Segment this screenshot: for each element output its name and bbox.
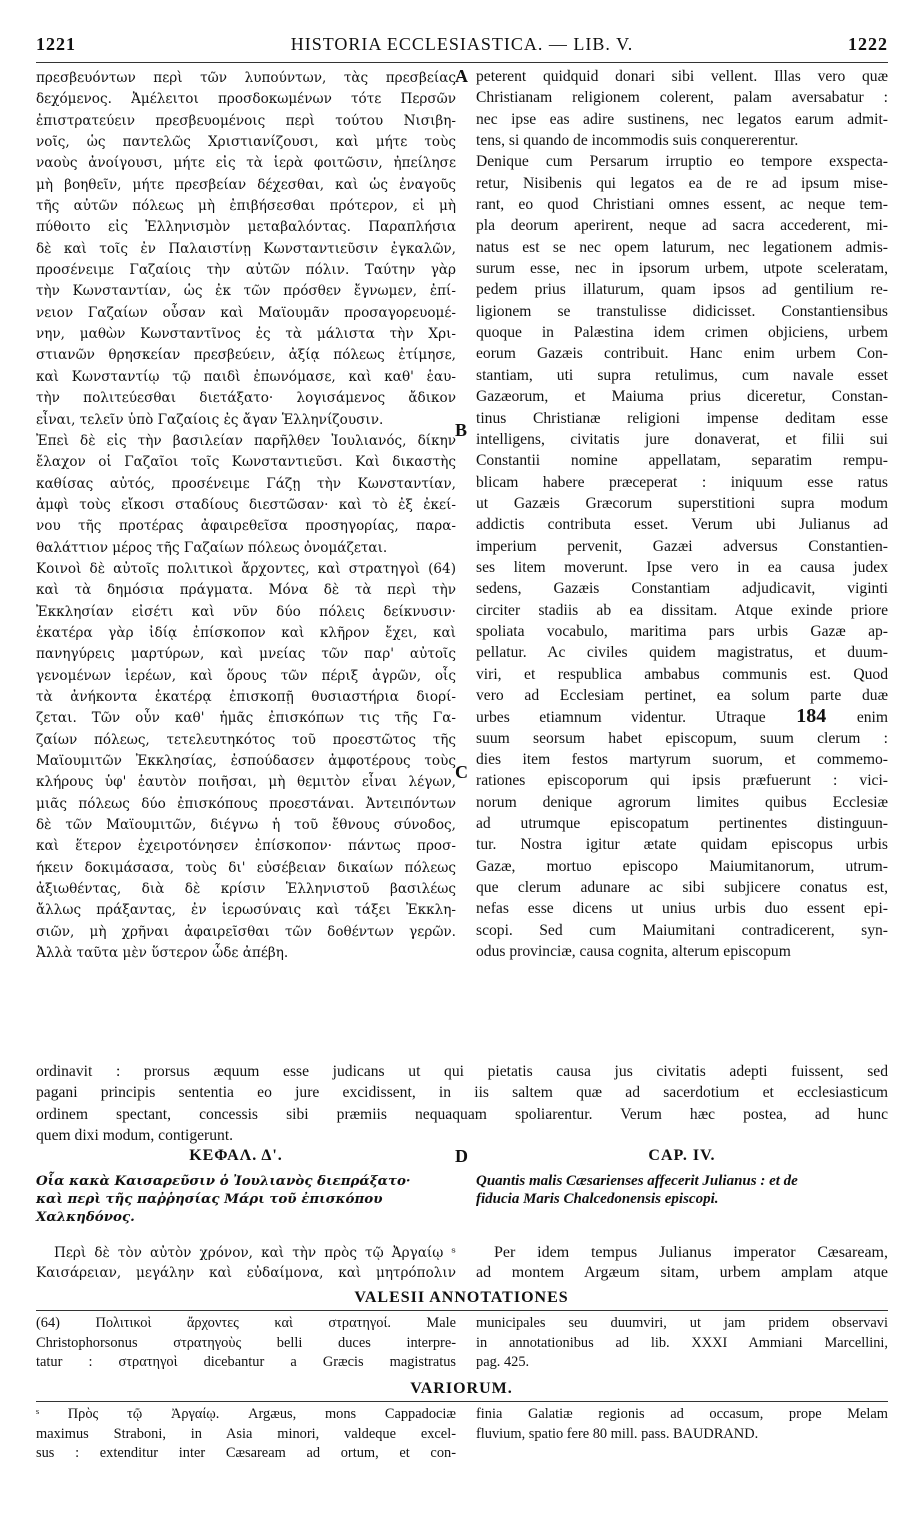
chapter-title-line: Χαλκηδόνος.: [36, 1209, 135, 1225]
note-line: (64) Πολιτικοὶ ἄρχοντες καὶ στρατηγοί. Male: [36, 1315, 456, 1331]
latin-text-line: viri, et respublica ambabus communis est. Quod: [476, 665, 888, 683]
greek-text-line: τὴν πολιτεύεσθαι διετάξατο· λογισάμενος ἄδικον: [36, 390, 456, 407]
greek-text-line: τὰ ἀνήκοντα ἑκατέρᾳ ἐπισκοπῇ θυσιαστήρια διορί-: [36, 688, 456, 705]
latin-text-line: norum denique agrorum limites quibus Ecclesiæ: [476, 793, 888, 811]
full-width-line: ordinem spectant, concessis sibi præmiis nequaquam spoliarentur. Verum hæc postea, ad hunc: [36, 1105, 888, 1123]
greek-text-line: τῆς αὐτῶν πόλεως μὴ ἐπιβήσεσθαι πρότερον, εἰ μὴ: [36, 198, 456, 215]
valesii-rule: [36, 1310, 888, 1311]
latin-text-line: rationes episcoporum qui ipsis præfuerunt : vici-: [476, 772, 888, 790]
latin-text-line: surum esse, nec in ipsorum urbem, utpote sceleratam,: [476, 260, 888, 278]
latin-text-line: nec ipse eas adire sustinens, nec legatos earum admit-: [476, 110, 888, 128]
latin-text-line: Gazæorum, et Maiuma prius diceretur, Constan-: [476, 388, 888, 406]
latin-text-line: rant, eo quod Christiani omnes essent, ac neque tem-: [476, 196, 888, 214]
greek-text-line: ζαίων πόλεως, τετελευτηκότος τοῦ προεστῶτος τῆς: [36, 731, 456, 748]
greek-text-line: καὶ τὰ δημόσια πράγματα. Μόνα δὲ τὰ περὶ τὴν: [36, 582, 456, 599]
greek-text-line: Ἀλλὰ ταῦτα μὲν ὕστερον ὧδε ἀπέβη.: [36, 945, 289, 962]
valesii-note-right: [476, 1314, 888, 1373]
margin-marker-c: C: [455, 762, 468, 782]
margin-marker-d: D: [455, 1146, 468, 1166]
greek-text-line: ἔλαχον οἱ Γαζαῖοι τοῖς Κωνσταντιεῦσι. Καὶ δικαστὴς: [36, 454, 456, 471]
greek-text-line: στιανῶν θρησκείαν πρεσβεύειν, ἀξίᾳ πόλεως ἐτίμησε,: [36, 347, 456, 364]
greek-text-line: θαλάττιον μέρος τῆς Γαζαίων πόλεως ὀνομάζεται.: [36, 539, 388, 556]
chapter-text-line: Per idem tempus Julianus imperator Cæsaream,: [494, 1244, 888, 1261]
variorum-heading: VARIORUM.: [410, 1380, 513, 1397]
greek-text-line: Ἐπεὶ δὲ εἰς τὴν βασιλείαν παρῆλθεν Ἰουλιανός, δίκην: [36, 432, 456, 449]
full-width-line: pagani principis sententia eo jure excidissent, in iis saltem quæ ad sacerdotium et ecclesiasticum: [36, 1084, 888, 1102]
valesii-note-left: [36, 1314, 456, 1373]
latin-text-line: pedem prius illaturum, quam ipsos ad gentilium re-: [476, 281, 888, 299]
latin-text-line: scopi. Sed cum Maiumitani contradicerent, syn-: [476, 921, 888, 939]
latin-text-line: tur. Nostra igitur ætate quidam episcopus urbis: [476, 836, 888, 854]
greek-text-line: νην, μαθὼν Κωνσταντῖνος ἐς τὰ μάλιστα τὴν Χρι-: [36, 326, 456, 343]
greek-text-line: πρεσβευόντων περὶ τῶν λυπούντων, τὰς πρεσβείας: [36, 70, 456, 86]
latin-text-line: odus provinciæ, causa cognita, alterum episcopum: [476, 943, 791, 961]
greek-text-line: δὲ καὶ τοῖς ἐν Παλαιστίνῃ Κωνσταντιεῦσιν ἐγκαλῶν,: [36, 240, 456, 257]
latin-text-line: spoliata vocabulo, maritima pars urbis Gazæ ap-: [476, 622, 888, 640]
latin-text-line: peterent quidquid donari sibi vellent. Illas vero quæ: [476, 68, 888, 85]
full-width-line: quem dixi modum, contigerunt.: [36, 1127, 234, 1145]
greek-text-line: μὴ βοηθεῖν, μήτε πρεσβείαν δέχεσθαι, καὶ ὡς ἐναγοῦς: [36, 176, 456, 193]
greek-text-line: Ἐκκλησίαν εἰσέτι καὶ νῦν δύο πόλεις δείκνυσιν·: [36, 603, 456, 620]
greek-text-line: προσένειμε Γαζαίοις τὴν αὐτῶν πόλιν. Ταύτην γὰρ: [36, 262, 456, 279]
chapter-text-line: Καισάρειαν, μεγάλην καὶ εὐδαίμονα, καὶ μητρόπολιν: [36, 1265, 456, 1281]
running-title: HISTORIA ECCLESIASTICA. — LIB. V.: [290, 34, 634, 54]
greek-text-line: ναοὺς ἀνοίγουσι, μήτε εἰς τὰ ἱερὰ φοιτῶσιν, ἠπείλησε: [36, 155, 456, 172]
chapter-heading-greek: ΚΕΦΑΛ. Δ'.: [189, 1147, 283, 1164]
note-line: maximus Straboni, in Asia minori, valdeque excel-: [36, 1425, 456, 1442]
margin-marker-b: B: [455, 420, 468, 440]
full-width-text: [36, 1061, 888, 1146]
latin-text-line: pellatur. Ac civiles quidem magistratus, et duum-: [476, 644, 888, 662]
greek-text-line: ἄλλως πράξαντας, ἐν ἱερωσύναις καὶ τάξει Ἐκκλη-: [36, 902, 456, 919]
greek-text-line: ἑκατέρα γὰρ ἰδίᾳ ἐπίσκοπον καὶ κλῆρον ἔχει, καὶ: [36, 624, 456, 641]
latin-text-line: dies item festos martyrum suorum, et commemo-: [476, 751, 888, 768]
folio-number: 184: [765, 706, 857, 728]
greek-text-line: σιῶν, μὴ χρῆναι ἀφαιρεῖσθαι τῶν δοθέντων γερῶν.: [36, 923, 456, 940]
latin-text-line: intelligens, civitatis jure donaverat, et filii sui: [476, 430, 888, 448]
latin-text-line: Gazæ, mortuo episcopo Maiumitanorum, utrum-: [476, 857, 888, 875]
latin-text-line: circiter stadiis ab ea dissitam. Atque exinde priore: [476, 601, 888, 619]
chapter-title-line: fiducia Maris Chalcedonensis episcopi.: [476, 1191, 719, 1207]
chapter-title-greek: [36, 1172, 456, 1226]
chapter-text-latin: [476, 1243, 888, 1283]
greek-text-line: μιᾶς πόλεως δύο ἐπισκόπους προεστάναι. Ἀντειπόντων: [36, 795, 456, 812]
greek-text-line: καὶ ἕτερον ἐχειροτόνησεν ἐπίσκοπον· πάντως προσ-: [36, 838, 456, 855]
latin-text-line: eorum Gazæis contribuit. Hanc enim urbem Con-: [476, 345, 888, 363]
chapter-heading-latin: CAP. IV.: [648, 1147, 716, 1164]
chapter-title-line: Quantis malis Cæsarienses affecerit Julianus : et de: [476, 1173, 798, 1189]
greek-text-line: δὲ τῶν Μαϊουμιτῶν, διέγνω ἡ τοῦ ἔθνους σύνοδος,: [36, 817, 456, 834]
margin-marker-a: A: [455, 66, 468, 86]
latin-text-line: pla deorum aperirent, neque ad sacra accederent, mi-: [476, 217, 888, 235]
greek-text-column: [36, 68, 456, 964]
right-page-number: 1222: [848, 34, 888, 54]
greek-text-line: ἐπιστρατεύειν πρεσβευομένοις περὶ τούτου Νισιβη-: [36, 112, 456, 129]
greek-text-line: πανηγύρεις μαρτύρων, καὶ μνείας τῶν παρ' αὐτοῖς: [36, 646, 456, 663]
running-header: [36, 34, 888, 62]
latin-text-line: Christianam religionem colerent, palam aversabatur :: [476, 89, 888, 107]
variorum-rule: [36, 1401, 888, 1402]
latin-text-line: natus est se nec opem laturum, nec legationem admis-: [476, 238, 888, 256]
greek-text-line: νου τῆς προτέρας ἀφαιρεθεῖσα προσηγορίας, παρα-: [36, 518, 456, 535]
note-line: Christophorsonus στρατηγοὺς belli duces interpre-: [36, 1334, 456, 1351]
greek-text-line: ἀμφὶ τοὺς εἴκοσι σταδίους διεστῶσαν· καὶ τὸ ἐξ ἐκεί-: [36, 496, 456, 513]
latin-text-line: sedens, Gazæis Constantiam adjudicavit, viginti: [476, 580, 888, 598]
note-line: tatur : στρατηγοὶ dicebantur a Græcis magistratus: [36, 1354, 456, 1370]
latin-text-line: addictis contributa esset. Verum ubi Julianus ad: [476, 516, 888, 534]
latin-text-line: ut Gazæis Græcorum superstitioni supra modum: [476, 494, 888, 512]
latin-text-line: ad utrumque episcopatum pertinentes distinguun-: [476, 815, 888, 833]
latin-text-line: tinus Christianæ religioni impense deditam esse: [476, 409, 888, 427]
greek-text-line: γενομένων ἱερέων, καὶ ὅρους τῶν πέριξ ἀγρῶν, οἷς: [36, 667, 456, 684]
latin-text-line: stantiam, uti supra retulimus, cum navale esset: [476, 366, 888, 384]
note-line: pag. 425.: [476, 1354, 530, 1370]
latin-text-column: [476, 66, 888, 962]
full-width-line: ordinavit : prorsus æquum esse judicans ut qui pietatis causa jus civitatis adepti fuissent, sed: [36, 1063, 888, 1080]
latin-text-line: vero ad Ecclesiam pertinet, ea solum parte duæ: [476, 686, 888, 704]
greek-text-line: ήκειν δοκιμάσασα, τοὺς δι' εὐσέβειαν δικαίων πόλεως: [36, 859, 456, 876]
note-line: fluvium, spatio fere 80 mill. pass. BAUDRAND.: [476, 1425, 759, 1442]
greek-text-line: καὶ Κωνσταντίῳ τῷ παιδὶ ἐπωνόμασε, καὶ καθ' ἑαυ-: [36, 368, 456, 385]
greek-text-line: ζεται. Τῶν οὖν καθ' ἡμᾶς ἐπισκόπων τις τῆς Γα-: [36, 710, 456, 727]
latin-text-line: imperium pervenit, Gazæi adversus Constantien-: [476, 537, 888, 555]
chapter-text-greek: [36, 1243, 456, 1283]
greek-text-line: καθίσας αὐτός, προσένειμε Γάζῃ τὴν Κωνσταντίαν,: [36, 475, 456, 492]
chapter-title-latin: [476, 1172, 888, 1208]
chapter-text-line: ad montem Argæum sitam, urbem amplam atque: [476, 1264, 888, 1281]
greek-text-line: νειον Γαζαίων οὖσαν καὶ Μαϊουμᾶν προσαγορευομέ-: [36, 304, 456, 321]
latin-text-line: blicam habere præceperat : iniquum esse ratus: [476, 473, 888, 491]
latin-text-line: ses litem moverunt. Ipse vero in ea causa judex: [476, 558, 888, 576]
greek-text-line: τὴν Κωνσταντίαν, ὡς ἐκ τῶν πρόσθεν ἔγνωμεν, ἐπί-: [36, 283, 456, 300]
latin-text-line: ligionem se transtulisse didicisset. Constantiensibus: [476, 302, 888, 320]
header-rule: [36, 62, 888, 63]
greek-text-line: Κοινοὶ δὲ αὐτοῖς πολιτικοὶ ἄρχοντες, καὶ στρατηγοὶ (64): [36, 560, 456, 577]
latin-text-line: tens, si quando de incommodis suis conquererentur.: [476, 132, 799, 150]
greek-text-line: πύθοιτο εἰς Ἑλληνισμὸν μεταβαλόντας. Παραπλήσια: [36, 219, 456, 236]
latin-text-line: suum seorsum habet episcopum, suum clerum :: [476, 729, 888, 747]
note-line: finia Galatiæ regionis ad occasum, prope Melam: [476, 1406, 888, 1422]
greek-text-line: ἀξιωθέντας, διὰ δὲ κρίσιν Ἑλληνιστοῦ βασιλέως: [36, 881, 456, 898]
latin-text-line: nefas esse dicens ut unius urbis duo essent epi-: [476, 900, 888, 918]
greek-text-line: νοῖς, ὡς παντελῶς Χριστιανίζουσι, καὶ μήτε τοὺς: [36, 134, 456, 151]
valesii-heading: VALESII ANNOTATIONES: [354, 1289, 569, 1306]
variorum-note-left: [36, 1405, 456, 1464]
latin-text-fragment: enim: [856, 709, 888, 727]
chapter-title-line: Οἷα κακὰ Καισαρεῦσιν ὁ Ἰουλιανὸς διεπράξατο·: [36, 1173, 411, 1189]
latin-text-line: Constantii nomine appellatam, separatim rempu-: [476, 452, 888, 470]
latin-text-line: que clerum adunare ac sibi subjicere conatus est,: [476, 879, 888, 897]
note-line: ˢ Πρὸς τῷ Ἀργαίῳ. Argæus, mons Cappadociæ: [36, 1406, 456, 1422]
latin-text-line: Denique cum Persarum irruptio eo tempore exspecta-: [476, 153, 888, 171]
variorum-note-right: [476, 1405, 888, 1444]
greek-text-line: εἶναι, τελεῖν ὑπὸ Γαζαίοις ἐς ἄγαν Ἑλληνίζουσιν.: [36, 411, 384, 428]
latin-text-line: quoque in Palæstina idem crimen objiciens, urbem: [476, 324, 888, 342]
left-page-number: 1221: [36, 34, 76, 54]
note-line: in annotationibus ad lib. XXXI Ammiani Marcellini,: [476, 1334, 888, 1351]
note-line: municipales seu duumviri, ut jam pridem observavi: [476, 1315, 888, 1331]
latin-text-line: retur, Nisibenis qui legatos ea de re ad ipsum mise-: [476, 174, 888, 192]
latin-text-line: urbes etiamnum videntur. Utraque 184 enim: [476, 706, 888, 728]
greek-text-line: δεχόμενος. Ἀμέλειτοι προσδοκωμένων τότε Περσῶν: [36, 91, 456, 108]
greek-text-line: Μαϊουμιτῶν Ἐκκλησίας, ἐσπούδασεν ἀμφοτέρους τοὺς: [36, 753, 456, 769]
note-line: sus : extenditur inter Cæsaream ad ortum, et con-: [36, 1445, 456, 1461]
chapter-title-line: καὶ περὶ τῆς παῤῥησίας Μάρι τοῦ ἐπισκόπου: [36, 1191, 383, 1207]
chapter-text-line: Περὶ δὲ τὸν αὐτὸν χρόνον, καὶ τὴν πρὸς τῷ Ἀργαίῳ ˢ: [54, 1245, 456, 1261]
greek-text-line: κλήρους ὑφ' ἑαυτὸν ποιῆσαι, μὴ θεμιτὸν εἶναι λέγων,: [36, 774, 456, 791]
